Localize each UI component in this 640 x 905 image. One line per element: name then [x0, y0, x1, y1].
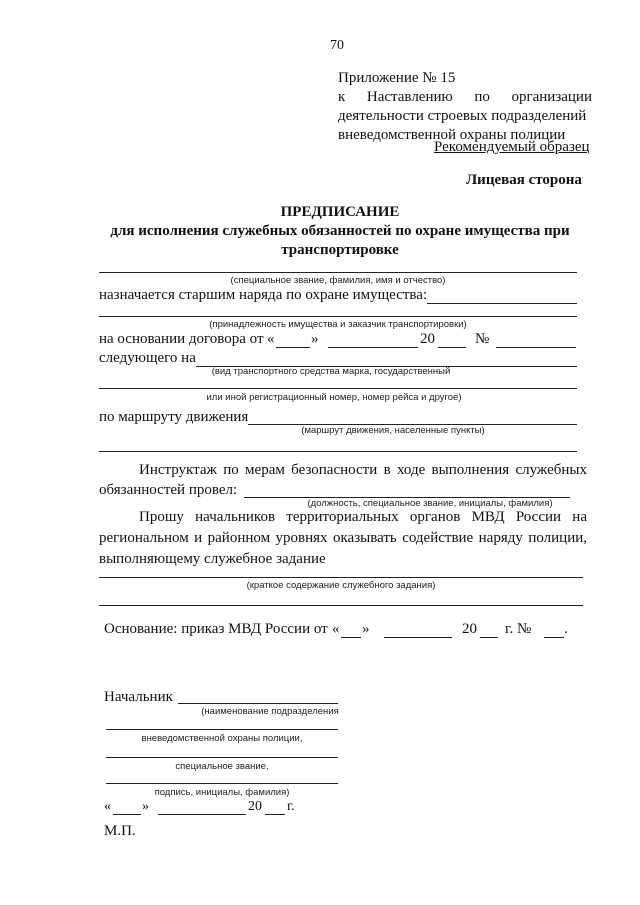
- route-extra-line: [99, 451, 577, 452]
- appendix-title: Приложение № 15: [338, 70, 456, 86]
- contract-number-line: [496, 347, 576, 348]
- registration-line: [99, 388, 577, 389]
- year-prefix: 20: [248, 799, 262, 814]
- quote-close: »: [142, 799, 149, 814]
- quote-close: »: [362, 621, 370, 637]
- document-title: ПРЕДПИСАНИЕ: [280, 204, 400, 220]
- appendix-word: организации: [511, 89, 592, 105]
- contract-month-line: [328, 347, 418, 348]
- request-text: выполняющему служебное задание: [99, 551, 326, 567]
- briefing-text: обязанностей провел:: [99, 482, 238, 498]
- request-text: региональном и районном уровнях оказывать содействие наряду полиции,: [99, 530, 587, 546]
- vo-caption: вневедомственной охраны полиции,: [141, 733, 303, 744]
- registration-caption: или иной регистрационный номер, номер рейса и другое): [206, 392, 462, 403]
- quote-open: «: [104, 799, 111, 814]
- basis-day-line: [341, 637, 361, 638]
- stamp-place: М.П.: [104, 823, 136, 839]
- basis-year-line: [480, 637, 498, 638]
- rank-name-caption: (специальное звание, фамилия, имя и отчество): [230, 275, 446, 286]
- sign-month-line: [158, 814, 246, 815]
- basis-number-line: [544, 637, 564, 638]
- rank-name-line: [99, 272, 577, 273]
- quote-open: «: [332, 621, 340, 637]
- chief-label: Начальник: [104, 689, 173, 705]
- basis-end: .: [564, 621, 568, 637]
- contract-day-line: [276, 347, 310, 348]
- appendix-word: Наставлению: [366, 89, 453, 105]
- special-rank-caption: специальное звание,: [175, 761, 269, 772]
- unit-line: [106, 729, 338, 730]
- appendix-line-1: [338, 89, 592, 106]
- sign-year-line: [265, 814, 285, 815]
- task-caption: (краткое содержание служебного задания): [246, 580, 436, 591]
- property-caption: (принадлежность имущества и заказчик транспортировки): [209, 319, 467, 330]
- basis-number-label: г. №: [505, 621, 532, 637]
- request-text: Прошу начальников территориальных органов МВД России на: [139, 509, 587, 525]
- quote-open: «: [267, 331, 275, 347]
- appendix-line-3: вневедомственной охраны полиции: [338, 127, 566, 143]
- document-subtitle: для исполнения служебных обязанностей по охране имущества при: [110, 223, 570, 239]
- contract-year-line: [438, 347, 466, 348]
- signature-line: [106, 783, 338, 784]
- route-caption: (маршрут движения, населенные пункты): [301, 425, 485, 436]
- assigned-label: назначается старшим наряда по охране имущества:: [99, 287, 428, 303]
- recommended-sample: Рекомендуемый образец: [434, 139, 590, 155]
- year-prefix: 20: [420, 331, 435, 347]
- chief-line: [178, 703, 338, 704]
- appendix-word: по: [474, 89, 490, 105]
- task-line: [99, 577, 583, 578]
- basis-month-line: [384, 637, 452, 638]
- assigned-field-line: [427, 303, 577, 304]
- vo-line: [106, 757, 338, 758]
- number-sign: №: [475, 331, 490, 347]
- year-prefix: 20: [462, 621, 477, 637]
- document-subtitle: транспортировке: [281, 242, 399, 258]
- route-label: по маршруту движения: [99, 409, 249, 425]
- following-label: следующего на: [99, 350, 196, 366]
- contract-label: на основании договора от: [99, 331, 264, 347]
- front-side-label: Лицевая сторона: [466, 172, 582, 188]
- page-number: 70: [330, 38, 344, 53]
- date-g-label: г.: [287, 799, 295, 814]
- basis-label: Основание: приказ МВД России от: [104, 621, 328, 637]
- briefing-text: Инструктаж по мерам безопасности в ходе выполнения служебных: [139, 462, 587, 478]
- appendix-line-2: деятельности строевых подразделений: [338, 108, 587, 124]
- signature-caption: подпись, инициалы, фамилия): [154, 787, 290, 798]
- vehicle-caption: (вид транспортного средства марка, государственный: [211, 366, 451, 377]
- appendix-to: к: [338, 89, 346, 105]
- unit-caption: (наименование подразделения: [201, 706, 339, 717]
- briefer-caption: (должность, специальное звание, инициалы, фамилия): [307, 498, 553, 509]
- task-extra-line: [99, 605, 583, 606]
- sign-day-line: [113, 814, 141, 815]
- quote-close: »: [311, 331, 319, 347]
- property-line: [99, 316, 577, 317]
